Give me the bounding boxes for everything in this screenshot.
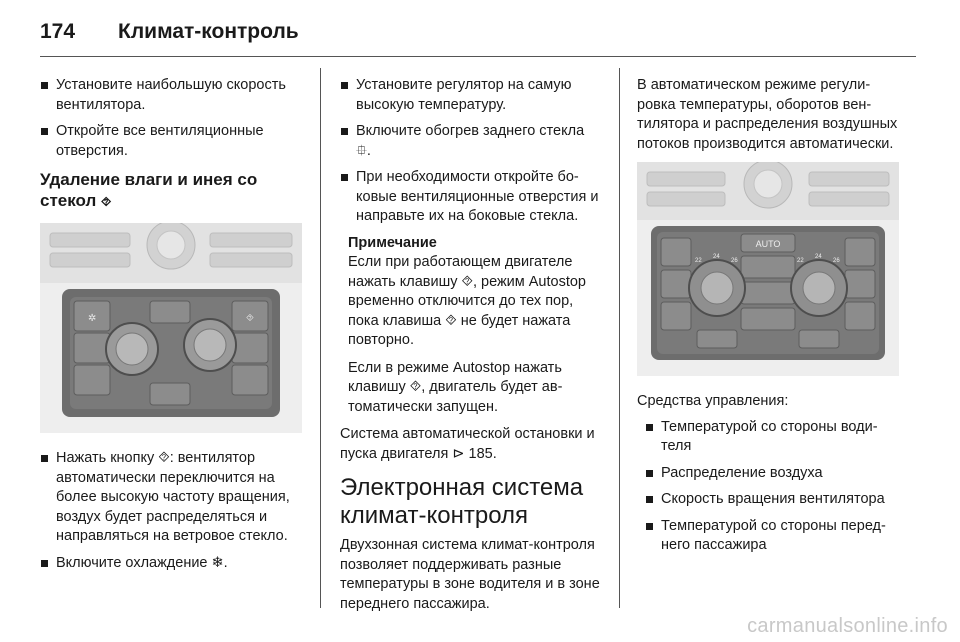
- scale-label: 22: [695, 258, 702, 264]
- defrost-windscreen-icon: ⯑: [101, 195, 112, 210]
- list-item: Температурой со стороны водителя: [645, 418, 902, 457]
- scale-label: 24: [713, 254, 720, 260]
- column-2: [340, 76, 602, 614]
- section-text: Двухзонная система климат-контроля позволяет поддерживать разные температуры в зоне водителя и в зоне переднего пассажира.: [340, 537, 600, 612]
- page-title: Климат-контроль: [118, 20, 299, 43]
- list-item: Включите охлаждение ❄.: [40, 554, 302, 574]
- section-heading-defrost: Удаление влаги и инея со стекол ⯑: [40, 170, 258, 210]
- scale-label: 22: [797, 258, 804, 264]
- note-block: [348, 234, 602, 418]
- list-item: Нажать кнопку ⯑: вентилятор автоматически переключится на более высокую частоту вращения, воздух будет распределяться и направляться на ветровое стекло.: [40, 449, 302, 547]
- header-rule: [40, 56, 916, 57]
- list-item: Откройте все вентиляционные отверстия.: [40, 122, 302, 161]
- column-divider-1: [320, 68, 321, 608]
- list-item: Установите регулятор на самую высокую температуру.: [340, 76, 602, 115]
- list-item: Включите обогрев заднего стекла ⯐.: [340, 122, 602, 161]
- note-paragraph: Если при работающем двигателе нажать клавишу ⯑, режим Autostop временно отключится до тех пор, пока клавиша ⯑ не будет нажата повторно.: [348, 254, 586, 348]
- column-1: [40, 76, 302, 580]
- watermark: carmanualsonline.info: [747, 615, 948, 637]
- climate-panel-figure-manual: [40, 223, 302, 433]
- note-heading: Примечание: [348, 234, 437, 251]
- page-number: 174: [40, 20, 76, 43]
- scale-label: 26: [731, 258, 738, 264]
- autostop-reference: Система автоматической остановки и пуска двигателя ⊳ 185.: [340, 426, 595, 462]
- intro-paragraph: В автоматическом режиме регулировка температуры, оборотов вентилятора и распределения воздушных потоков производится автоматически.: [637, 77, 898, 152]
- controls-heading: Средства управления:: [637, 393, 789, 409]
- svg-text:✲: ✲: [88, 313, 97, 324]
- list-item: Температурой со стороны переднего пассажира: [645, 517, 902, 556]
- page-header: [40, 12, 920, 52]
- list-item: Распределение воздуха: [645, 464, 902, 484]
- list-item: При необходимости откройте боковые вентиляционные отверстия и направьте их на боковые стекла.: [340, 168, 602, 227]
- auto-button-label: AUTO: [755, 239, 781, 249]
- list-item: Скорость вращения вентилятора: [645, 490, 902, 510]
- column-divider-2: [619, 68, 620, 608]
- section-heading-ecc: Электронная система климат-контроля: [340, 474, 584, 529]
- column-3: [637, 76, 902, 563]
- scale-label: 26: [833, 258, 840, 264]
- list-item: Установите наибольшую скорость вентилятора.: [40, 76, 302, 115]
- note-paragraph: Если в режиме Autostop нажать клавишу ⯑, двигатель будет автоматически запущен.: [348, 359, 563, 415]
- scale-label: 24: [815, 254, 822, 260]
- svg-text:⯑: ⯑: [246, 313, 254, 324]
- climate-panel-figure-auto: [637, 162, 899, 376]
